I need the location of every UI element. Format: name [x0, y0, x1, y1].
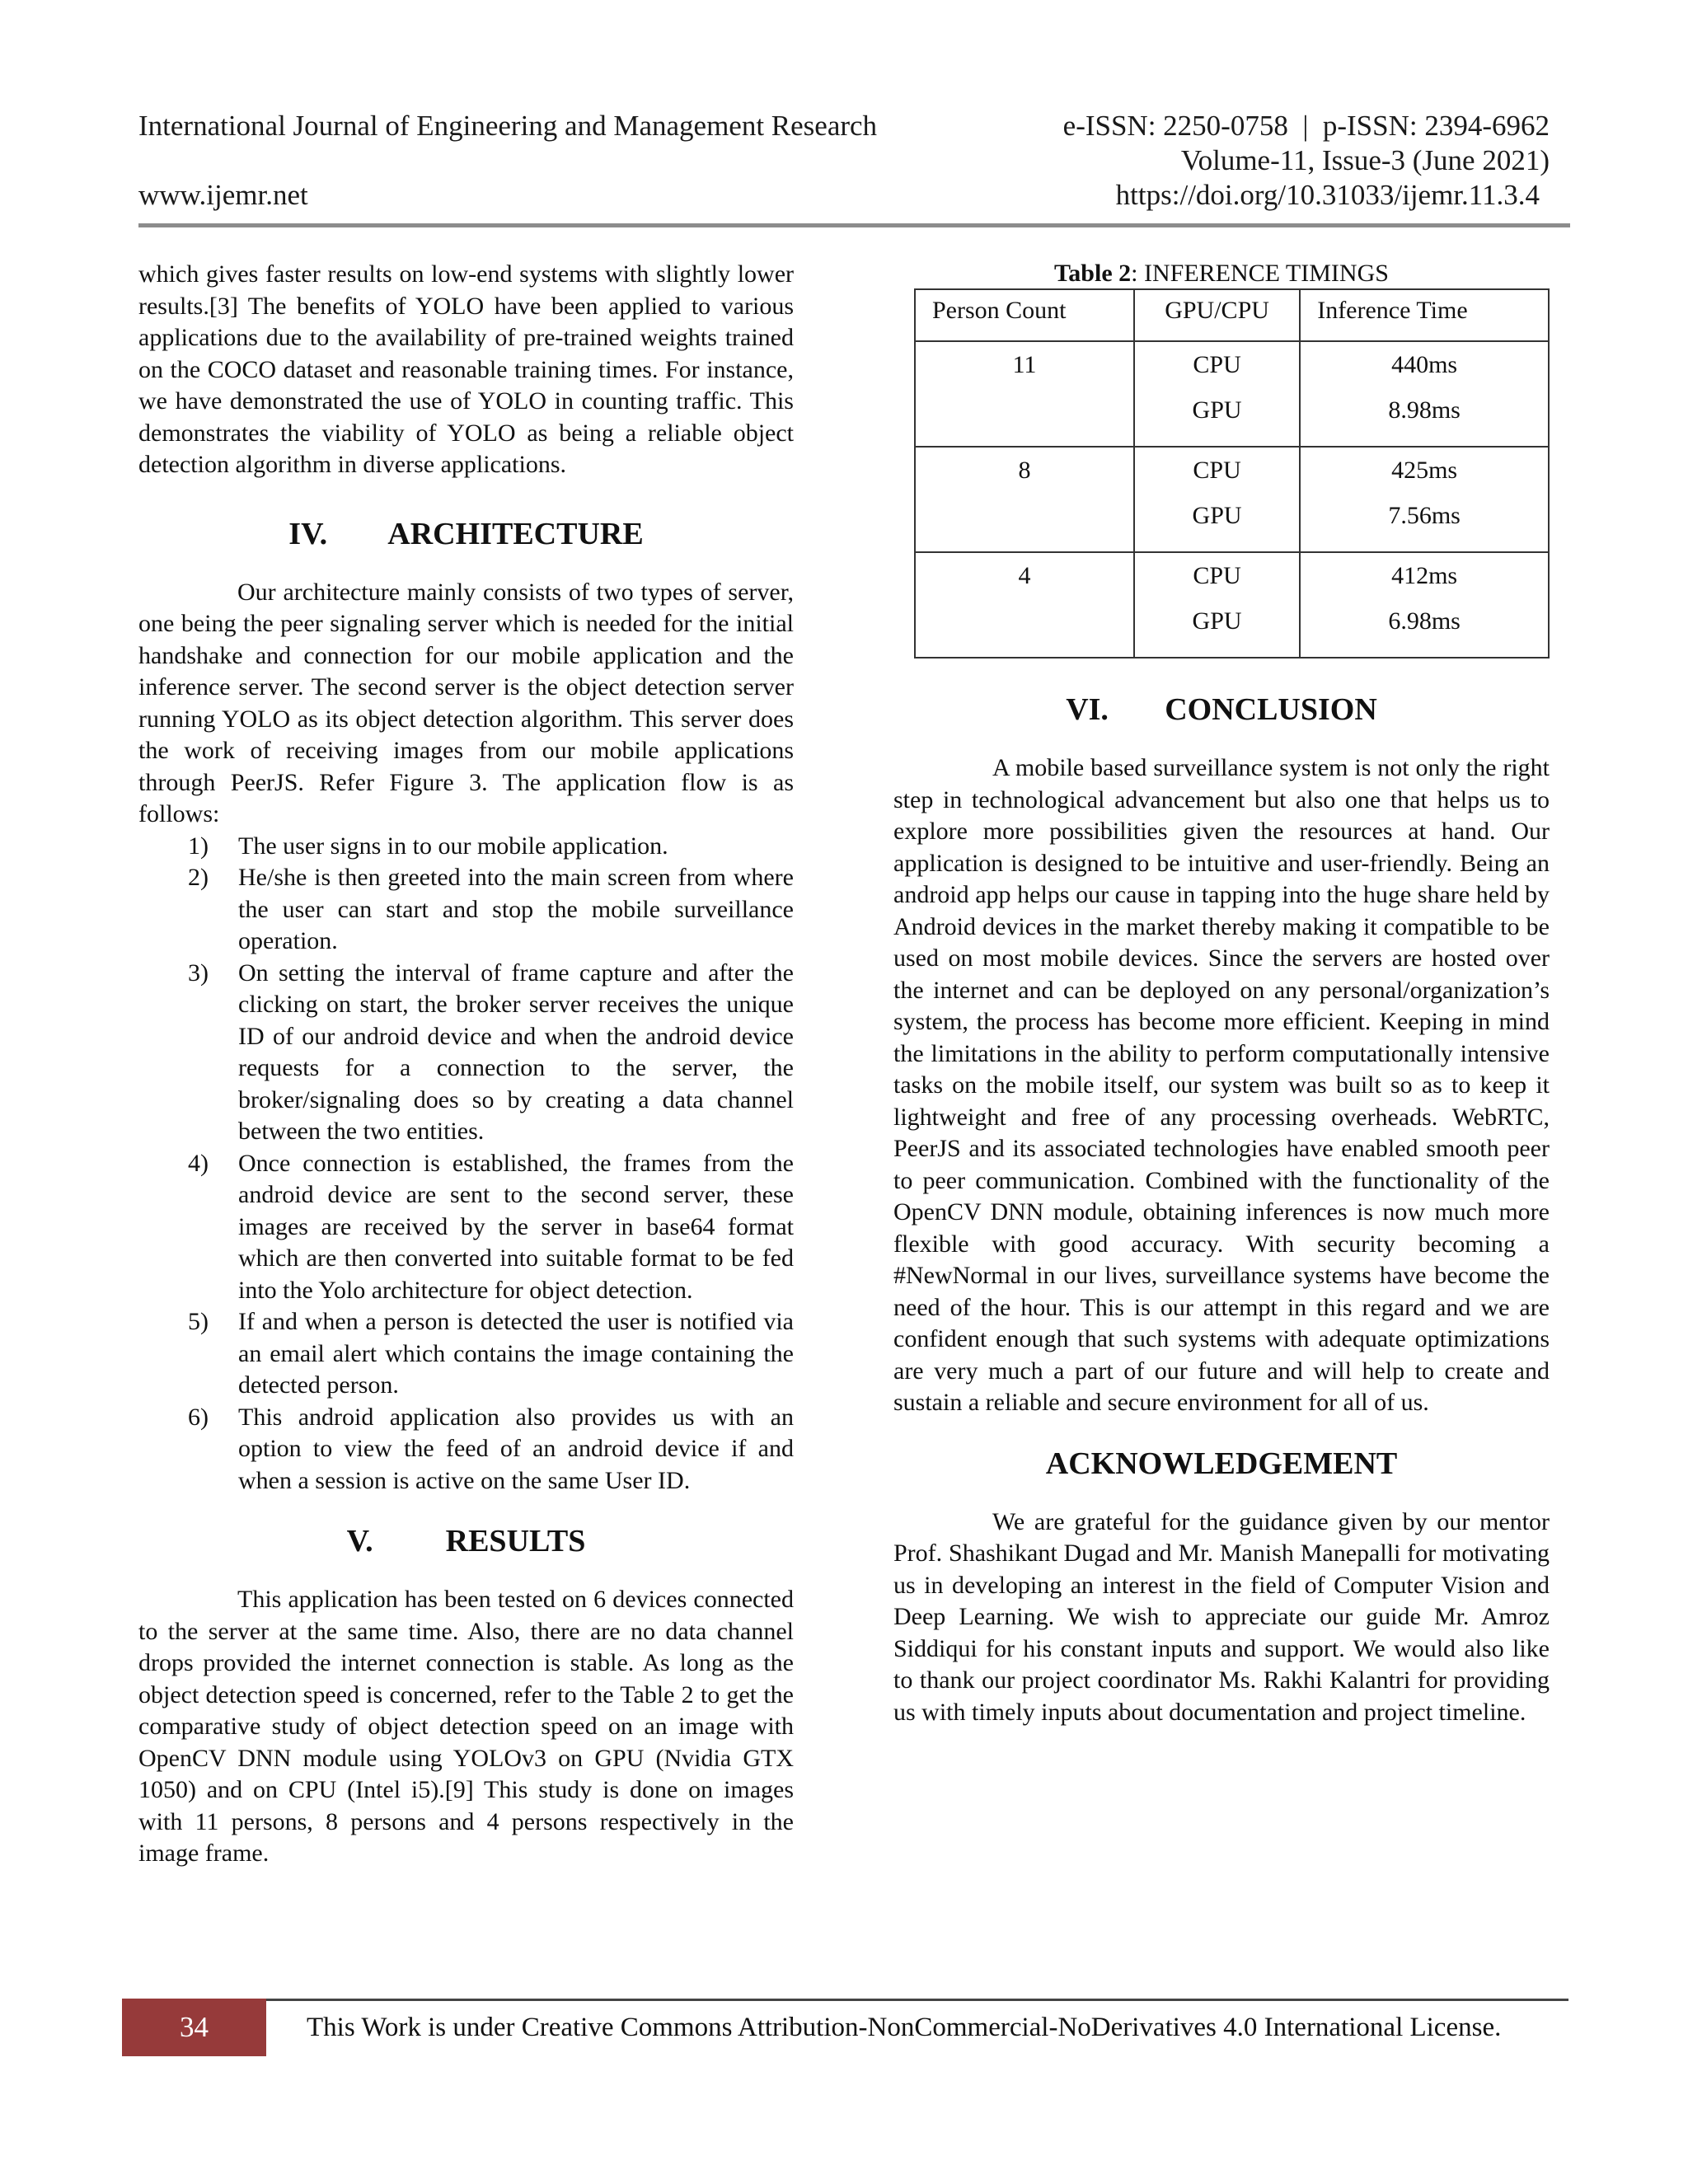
person-count: 4 [1018, 562, 1031, 589]
list-item [138, 1306, 794, 1402]
section-title: CONCLUSION [1165, 692, 1377, 727]
left-column [138, 259, 794, 1870]
results-paragraph: This application has been tested on 6 devices connected to the server at the same time. Also, there are no data channel drops provided the internet connection is stable. As long as the object detection speed is concerned, refer to the Table 2 to get the comparative study of object detection speed on an image with OpenCV DNN module using YOLOv3 on GPU (Nvidia GTX 1050) and on CPU (Intel i5).[9] This study is done on images with 11 persons, 8 persons and 4 persons respectively in the image frame. [138, 1586, 794, 1867]
inference-time: 425ms [1391, 457, 1458, 484]
person-count: 8 [1018, 457, 1031, 484]
device-label: CPU [1193, 562, 1241, 589]
device-label: GPU [1192, 396, 1242, 424]
device-label: GPU [1192, 607, 1242, 635]
journal-title: International Journal of Engineering and Management Research [138, 110, 878, 142]
table-row [915, 552, 1549, 658]
column-header: Inference Time [1300, 289, 1549, 341]
application-flow-list [138, 831, 794, 1497]
table-row [915, 341, 1549, 447]
intro-paragraph: which gives faster results on low-end systems with slightly lower results.[3] The benefits of YOLO have been applied to various applications due to the availability of pre-trained weights trained on the COCO dataset and reasonable training times. For instance, we have demonstrated the use of YOLO in counting traffic. This demonstrates the viability of YOLO as being a reliable object detection algorithm in diverse applications. [138, 260, 794, 478]
column-header: GPU/CPU [1134, 289, 1300, 341]
conclusion-paragraph: A mobile based surveillance system is not only the right step in technological advancement but also one that helps us to explore more possibilities given the resources at hand. Our application is designed to be intuitive and user-friendly. Being an android app helps our cause in tapping into the huge share held by Android devices in the market thereby making it compatible to be used on most mobile devices. Since the servers are hosted over the internet and can be deployed on any personal/organization’s system, the process has become more efficient. Keeping in mind the limitations in the ability to perform computationally intensive tasks on the mobile itself, our system was built so as to keep it lightweight and free of any processing overheads. WebRTC, PeerJS and its associated technologies have enabled smooth peer to peer communication. Combined with the functionality of the OpenCV DNN module, obtaining inferences is now much more flexible with good accuracy. With security becoming a #NewNormal in our lives, surveillance systems have become the need of the hour. This is our attempt in this regard and we are confident enough that such systems with adequate optimizations are very much a part of our future and will help to create and sustain a reliable and secure environment for all of us. [893, 754, 1550, 1416]
section-heading-acknowledgement: ACKNOWLEDGEMENT [1045, 1446, 1398, 1481]
architecture-paragraph: Our architecture mainly consists of two types of server, one being the peer signaling server which is needed for the initial handshake and connection for our mobile application and the inference server. The second server is the object detection server running YOLO as its object detection algorithm. This server does the work of receiving images from our mobile applications through PeerJS. Refer Figure 3. The application flow is as follows: [138, 578, 794, 827]
device-label: CPU [1193, 351, 1241, 378]
list-number: 6) [188, 1403, 209, 1431]
list-text: On setting the interval of frame capture and after the clicking on start, the broker server receives the unique ID of our android device and when the android device requests for a connection to the server, the broker/signaling does so by creating a data channel between the two entities. [238, 958, 794, 1145]
inference-time: 6.98ms [1388, 607, 1461, 635]
table-caption-label: Table 2 [1054, 260, 1132, 287]
section-title: ARCHITECTURE [387, 516, 644, 551]
acknowledgement-paragraph: We are grateful for the guidance given by our mentor Prof. Shashikant Dugad and Mr. Manish Manepalli for motivating us in developing an interest in the field of Computer Vision and Deep Learning. We wish to appreciate our guide Mr. Amroz Siddiqui for his constant inputs and support. We would also like to thank our project coordinator Ms. Rakhi Kalantri for providing us with timely inputs about documentation and project timeline. [893, 1507, 1550, 1726]
inference-time: 7.56ms [1388, 502, 1461, 529]
header-rule [138, 223, 1570, 227]
column-header: Person Count [915, 289, 1134, 341]
inference-time: 8.98ms [1388, 396, 1461, 424]
section-title: RESULTS [445, 1524, 586, 1558]
list-text: The user signs in to our mobile application. [238, 832, 668, 860]
list-item [138, 958, 794, 1148]
section-number: VI. [1066, 692, 1109, 727]
list-number: 4) [188, 1149, 209, 1177]
page-number: 34 [180, 2011, 209, 2043]
table-caption-text: : INFERENCE TIMINGS [1131, 260, 1389, 287]
doi-link[interactable]: https://doi.org/10.31033/ijemr.11.3.4 [1115, 179, 1540, 211]
section-number: V. [346, 1524, 373, 1558]
section-heading-conclusion [893, 690, 1550, 729]
section-number: IV. [288, 516, 328, 551]
list-item [138, 831, 794, 863]
table-caption [893, 259, 1550, 288]
table-row [915, 447, 1549, 552]
list-number: 1) [188, 832, 209, 860]
list-item [138, 1402, 794, 1497]
volume-issue: Volume-11, Issue-3 (June 2021) [1180, 144, 1550, 176]
right-column [893, 259, 1550, 1728]
list-item [138, 1148, 794, 1307]
list-text: This android application also provides us with an option to view the feed of an android device if and when a session is active on the same User ID. [238, 1403, 794, 1494]
inference-time: 412ms [1391, 562, 1458, 589]
list-number: 3) [188, 958, 209, 987]
device-label: CPU [1193, 457, 1241, 484]
journal-website[interactable]: www.ijemr.net [138, 179, 308, 211]
inference-timings-table [914, 288, 1550, 658]
device-label: GPU [1192, 502, 1242, 529]
footer-rule [266, 1999, 1568, 2001]
table-header-row [915, 289, 1549, 341]
list-item [138, 862, 794, 958]
list-text: Once connection is established, the frames from the android device are sent to the second server, these images are received by the server in base64 format which are then converted into suitable format to be fed into the Yolo architecture for object detection. [238, 1149, 794, 1304]
list-number: 2) [188, 864, 209, 891]
section-heading-architecture [138, 514, 794, 554]
person-count: 11 [1012, 351, 1037, 378]
list-text: He/she is then greeted into the main screen from where the user can start and stop the mobile surveillance operation. [238, 864, 794, 954]
list-text: If and when a person is detected the user is notified via an email alert which contains the image containing the detected person. [238, 1308, 794, 1399]
list-number: 5) [188, 1308, 209, 1335]
section-heading-results [138, 1521, 794, 1561]
inference-time: 440ms [1391, 351, 1458, 378]
license-notice: This Work is under Creative Commons Attribution-NonCommercial-NoDerivatives 4.0 International License. [307, 2013, 1502, 2042]
issn: e-ISSN: 2250-0758 | p-ISSN: 2394-6962 [1062, 110, 1550, 142]
